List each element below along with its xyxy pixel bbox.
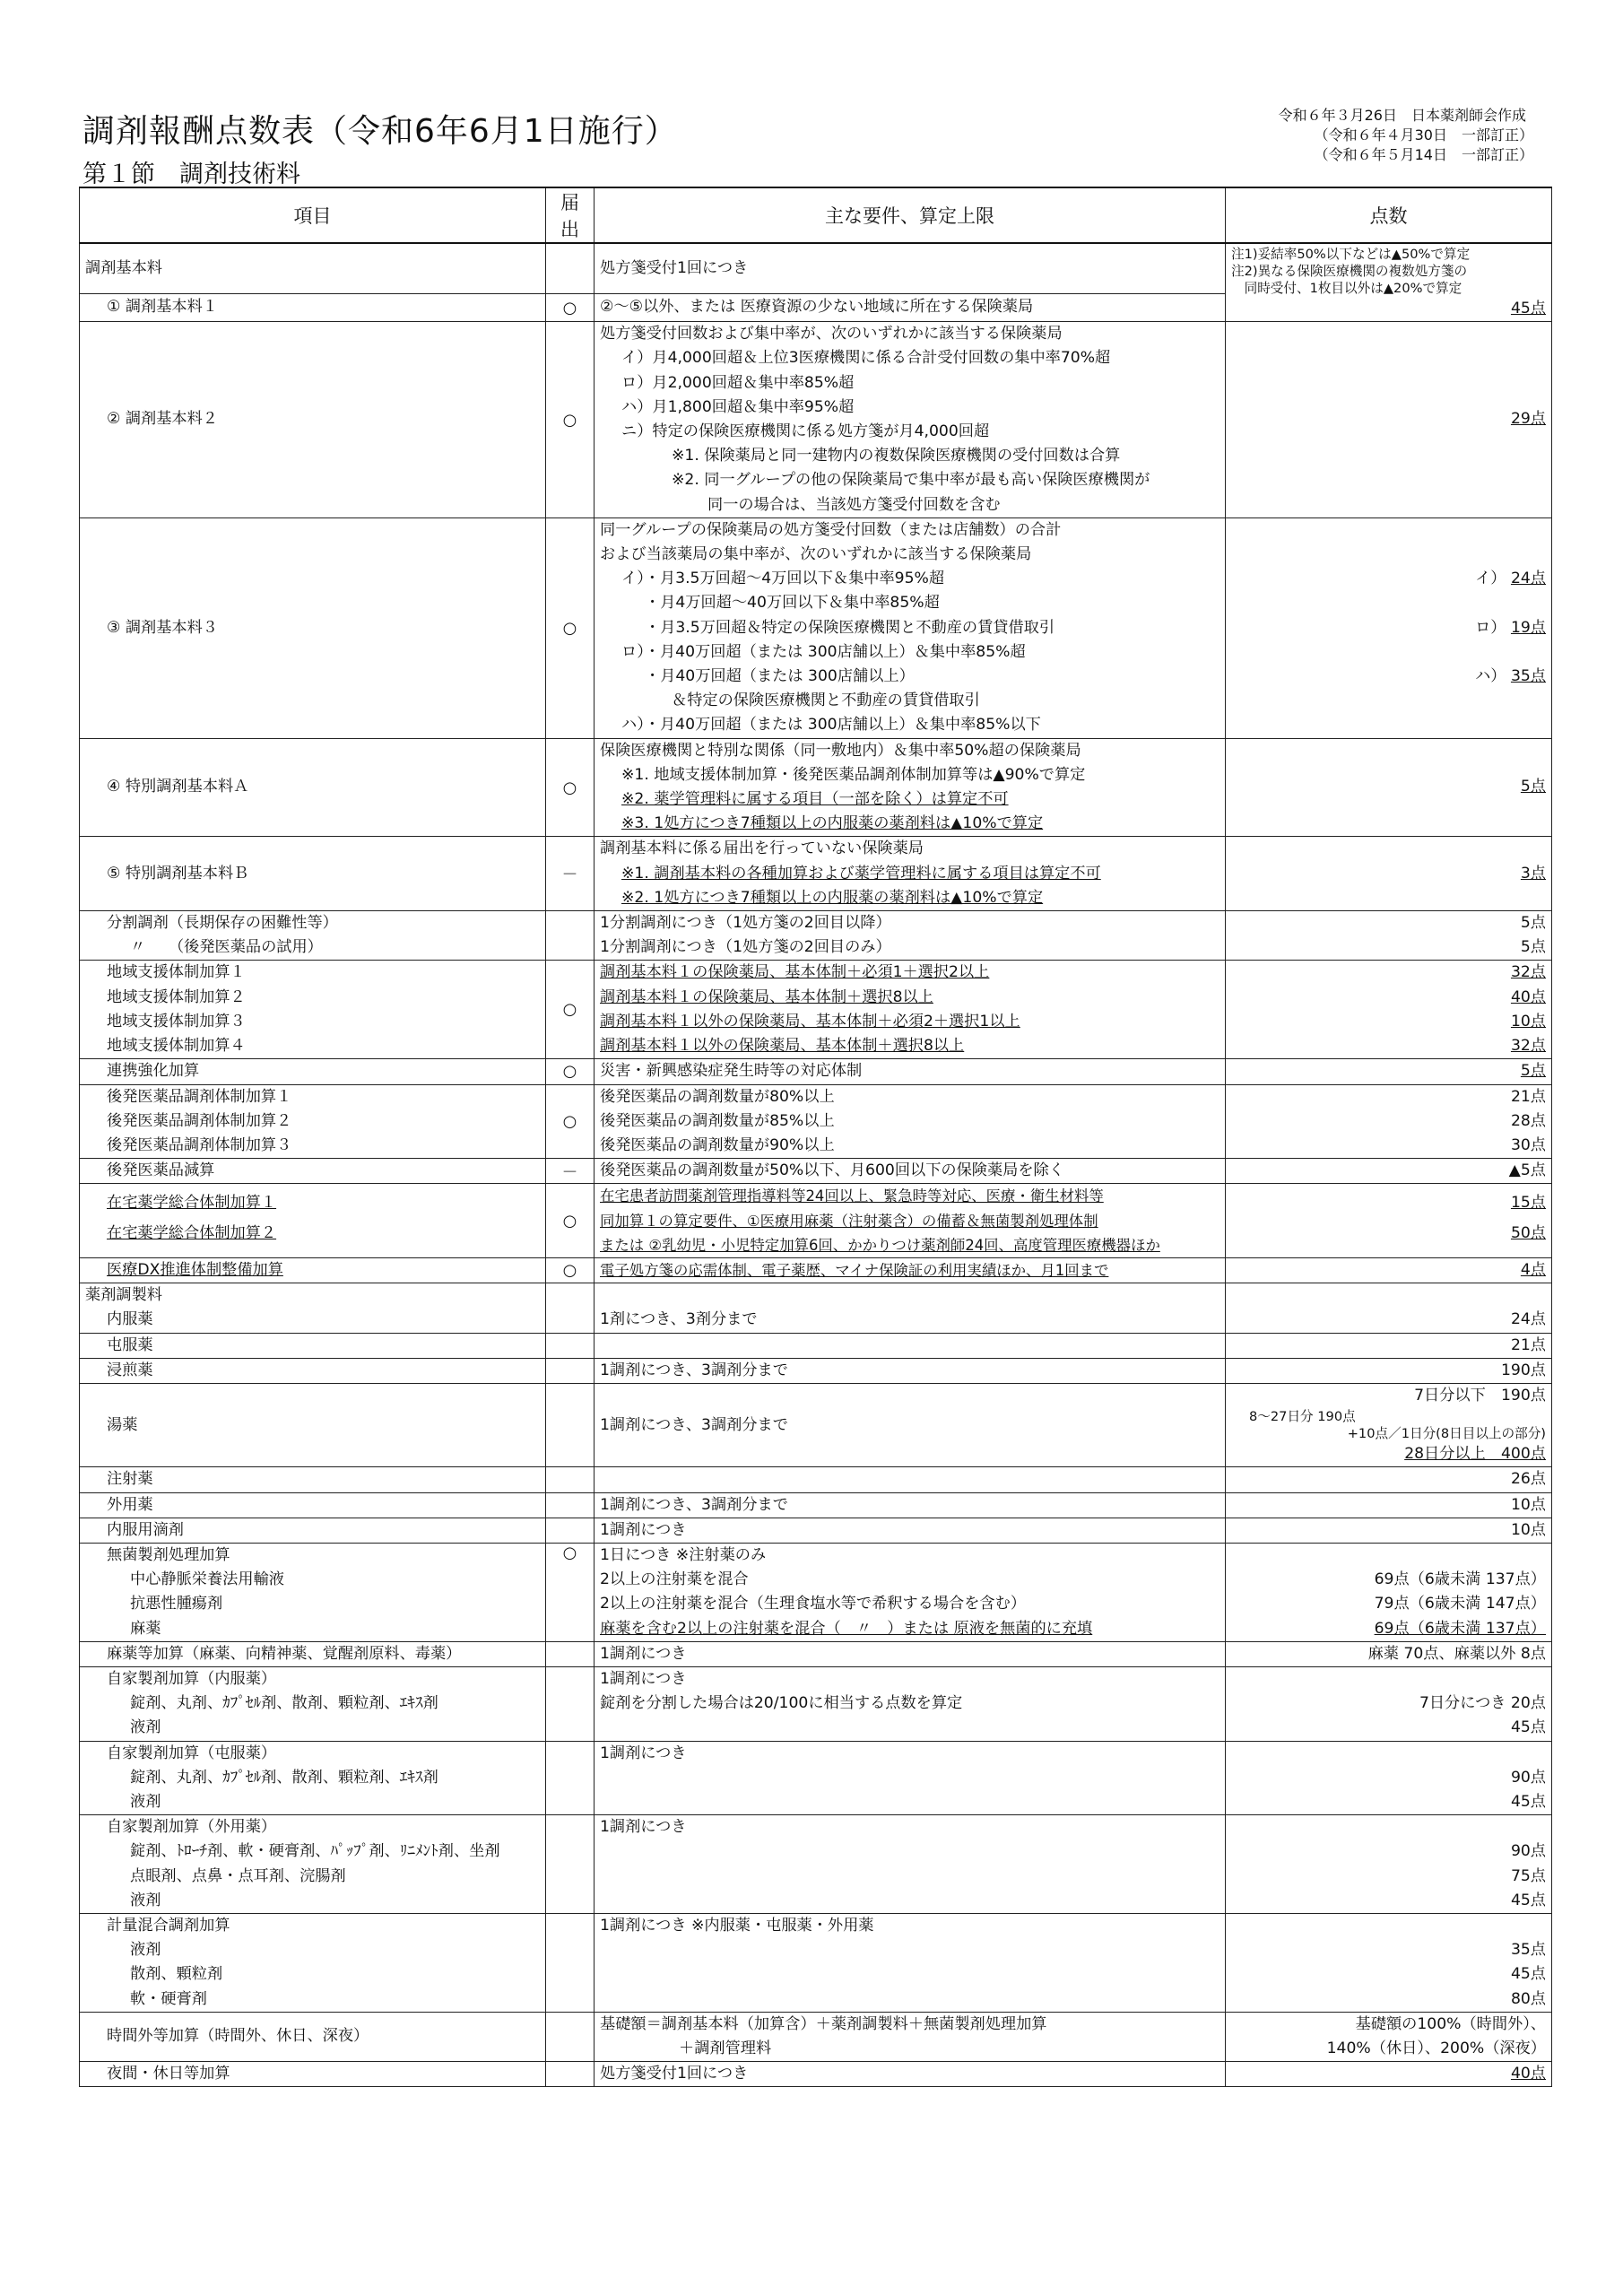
meta-revised-2: （令和６年５月14日 一部訂正）: [1314, 146, 1533, 163]
item-cell: ① 調剤基本料１: [80, 293, 546, 321]
col-header-points: 点数: [1226, 187, 1552, 243]
mark-cell: [546, 1283, 595, 1333]
points-cell: 24点: [1226, 1283, 1552, 1333]
table-row: [80, 243, 1552, 293]
mark-cell: ○: [546, 1184, 595, 1258]
points-cell: 21点 28点 30点: [1226, 1084, 1552, 1159]
mark-cell: ○: [546, 1257, 595, 1283]
points-cell: 麻薬 70点、麻薬以外 8点: [1226, 1641, 1552, 1666]
mark-cell: ○: [546, 738, 595, 837]
points-cell: 5点 5点: [1226, 911, 1552, 961]
table-row: [80, 1358, 1552, 1383]
item-cell: 注射薬: [80, 1467, 546, 1492]
points-cell: イ） 24点 ロ） 19点 ハ） 35点: [1226, 517, 1552, 738]
mark-cell: [546, 1492, 595, 1518]
col-header-notification: 届出: [546, 187, 595, 243]
table-row: [80, 1333, 1552, 1358]
req-cell: 1調剤につき: [595, 1641, 1226, 1666]
req-cell: 1日につき ※注射薬のみ 2以上の注射薬を混合 2以上の注射薬を混合（生理食塩水等で希釈する場合を含む） 麻薬を含む2以上の注射薬を混合（ 〃 ）または 原液を無菌的に充填: [595, 1543, 1226, 1641]
col-header-item: 項目: [80, 187, 546, 243]
item-cell: 分割調剤（長期保存の困難性等） 〃 （後発医薬品の試用）: [80, 911, 546, 961]
req-cell: 1剤につき、3剤分まで: [595, 1283, 1226, 1333]
mark-cell: ○: [546, 961, 595, 1059]
item-cell: 内服用滴剤: [80, 1518, 546, 1543]
req-cell: 1調剤につき 錠剤を分割した場合は20/100に相当する点数を算定: [595, 1666, 1226, 1741]
mark-cell: [546, 1333, 595, 1358]
item-cell: 夜間・休日等加算: [80, 2062, 546, 2087]
table-row: [80, 1815, 1552, 1914]
table-row: [80, 1084, 1552, 1159]
table-row: [80, 1543, 1552, 1641]
req-cell: 1調剤につき、3調剤分まで: [595, 1358, 1226, 1383]
req-cell: 調剤基本料１の保険薬局、基本体制＋必須1＋選択2以上 調剤基本料１の保険薬局、基本体制＋選択8以上 調剤基本料１以外の保険薬局、基本体制＋必須2＋選択1以上 調剤基本料１以外の保険薬局、基本体制＋選択8以上: [595, 961, 1226, 1059]
item-cell: 在宅薬学総合体制加算１ 在宅薬学総合体制加算２: [80, 1184, 546, 1258]
req-cell: 1調剤につき: [595, 1518, 1226, 1543]
item-cell: 連携強化加算: [80, 1059, 546, 1084]
table-row: [80, 322, 1552, 518]
points-cell: 26点: [1226, 1467, 1552, 1492]
item-cell: 自家製剤加算（外用薬） 錠剤、ﾄﾛｰﾁ剤、軟・硬膏剤、ﾊﾟｯﾌﾟ剤、ﾘﾆﾒﾝﾄ剤、坐剤 点眼剤、点鼻・点耳剤、浣腸剤 液剤: [80, 1815, 546, 1914]
req-cell: ②～⑤以外、または 医療資源の少ない地域に所在する保険薬局: [595, 293, 1226, 321]
fee-table: [79, 187, 1552, 2087]
mark-cell: ○: [546, 322, 595, 518]
item-cell: 後発医薬品減算: [80, 1159, 546, 1184]
table-row: [80, 1741, 1552, 1815]
mark-cell: ○: [546, 293, 595, 321]
table-row: [80, 517, 1552, 738]
table-row: [80, 837, 1552, 911]
points-cell: 29点: [1226, 322, 1552, 518]
points-cell: 35点 45点 80点: [1226, 1914, 1552, 2013]
item-cell: 計量混合調剤加算 液剤 散剤、顆粒剤 軟・硬膏剤: [80, 1914, 546, 2013]
item-cell: 自家製剤加算（内服薬） 錠剤、丸剤、ｶﾌﾟｾﾙ剤、散剤、顆粒剤、ｴｷｽ剤 液剤: [80, 1666, 546, 1741]
req-cell: 処方箋受付1回につき: [595, 2062, 1226, 2087]
req-cell: 処方箋受付回数および集中率が、次のいずれかに該当する保険薬局 イ）月4,000回超＆上位3医療機関に係る合計受付回数の集中率70%超 ロ）月2,000回超＆集中率85%超 ハ）月1,800回超＆集中率95%超 ニ）特定の保険医療機関に係る処方箋が月4,000回超 ※1. 保険薬局と同一建物内の複数保険医療機関の受付回数は合算 ※2. 同一グループの他の保険薬局で集中率が最も高い保険医療機関が 同一の場合は、当該処方箋受付回数を含む: [595, 322, 1226, 518]
mark-cell: [546, 1666, 595, 1741]
item-cell: 医療DX推進体制整備加算: [80, 1257, 546, 1283]
mark-cell: ○: [546, 1084, 595, 1159]
table-row: [80, 1641, 1552, 1666]
table-row: [80, 738, 1552, 837]
item-cell: ④ 特別調剤基本料Ａ: [80, 738, 546, 837]
points-cell: 注1)妥結率50%以下などは▲50%で算定 注2)異なる保険医療機関の複数処方箋の 同時受付、1枚目以外は▲20%で算定 45点: [1226, 243, 1552, 322]
mark-cell: ○: [546, 1543, 595, 1641]
points-cell: 基礎額の100%（時間外）、 140%（休日）、200%（深夜）: [1226, 2012, 1552, 2061]
req-cell: 1調剤につき: [595, 1815, 1226, 1914]
req-cell: 後発医薬品の調剤数量が80%以上 後発医薬品の調剤数量が85%以上 後発医薬品の調剤数量が90%以上: [595, 1084, 1226, 1159]
points-cell: 21点: [1226, 1333, 1552, 1358]
table-row: [80, 1159, 1552, 1184]
item-cell: 湯薬: [80, 1383, 546, 1466]
req-cell: 1調剤につき: [595, 1741, 1226, 1815]
req-cell: 1調剤につき、3調剤分まで: [595, 1383, 1226, 1466]
mark-cell: ○: [546, 517, 595, 738]
mark-cell: [546, 1641, 595, 1666]
table-row: [80, 1492, 1552, 1518]
item-cell: 無菌製剤処理加算 中心静脈栄養法用輸液 抗悪性腫瘍剤 麻薬: [80, 1543, 546, 1641]
mark-cell: [546, 1383, 595, 1466]
item-cell: 薬剤調製料 内服薬: [80, 1283, 546, 1333]
points-cell: 10点: [1226, 1518, 1552, 1543]
table-row: [80, 1518, 1552, 1543]
points-cell: 90点 75点 45点: [1226, 1815, 1552, 1914]
table-header-row: [80, 187, 1552, 243]
req-cell: 保険医療機関と特別な関係（同一敷地内）＆集中率50%超の保険薬局 ※1. 地域支援体制加算・後発医薬品調剤体制加算等は▲90%で算定 ※2. 薬学管理料に属する項目（一部を除く）は算定不可 ※3. 1処方につき7種類以上の内服薬の薬剤料は▲10%で算定: [595, 738, 1226, 837]
item-cell: 自家製剤加算（屯服薬） 錠剤、丸剤、ｶﾌﾟｾﾙ剤、散剤、顆粒剤、ｴｷｽ剤 液剤: [80, 1741, 546, 1815]
points-cell: 3点: [1226, 837, 1552, 911]
item-cell: 地域支援体制加算１ 地域支援体制加算２ 地域支援体制加算３ 地域支援体制加算４: [80, 961, 546, 1059]
table-row: [80, 1383, 1552, 1466]
req-cell: 処方箋受付1回につき: [595, 243, 1226, 293]
item-cell: 調剤基本料: [80, 243, 546, 293]
table-row: [80, 961, 1552, 1059]
mark-cell: [546, 2012, 595, 2061]
points-cell: ▲5点: [1226, 1159, 1552, 1184]
points-cell: 40点: [1226, 2062, 1552, 2087]
table-row: [80, 2012, 1552, 2061]
mark-cell: [546, 1741, 595, 1815]
mark-cell: ○: [546, 1059, 595, 1084]
points-cell: 7日分につき 20点 45点: [1226, 1666, 1552, 1741]
req-cell: [595, 1467, 1226, 1492]
mark-cell: [546, 2062, 595, 2087]
mark-cell: [546, 1914, 595, 2013]
mark-cell: [546, 1358, 595, 1383]
item-cell: 外用薬: [80, 1492, 546, 1518]
mark-cell: [546, 243, 595, 293]
mark-cell: －: [546, 1159, 595, 1184]
mark-cell: [546, 911, 595, 961]
req-cell: [595, 1333, 1226, 1358]
table-row: [80, 1467, 1552, 1492]
points-cell: 90点 45点: [1226, 1741, 1552, 1815]
req-cell: 在宅患者訪問薬剤管理指導料等24回以上、緊急時等対応、医療・衛生材料等 同加算１の算定要件、①医療用麻薬（注射薬含）の備蓄＆無菌製剤処理体制 または ②乳幼児・小児特定加算6回、かかりつけ薬剤師24回、高度管理医療機器ほか: [595, 1184, 1226, 1258]
points-cell: 5点: [1226, 1059, 1552, 1084]
table-row: [80, 1283, 1552, 1333]
points-cell: 15点 50点: [1226, 1184, 1552, 1258]
mark-cell: －: [546, 837, 595, 911]
req-cell: 同一グループの保険薬局の処方箋受付回数（または店舗数）の合計 および当該薬局の集中率が、次のいずれかに該当する保険薬局 イ）・月3.5万回超～4万回以下＆集中率95%超 ・月4万回超～40万回以下＆集中率85%超 ・月3.5万回超＆特定の保険医療機関と不動産の賃貸借取引 ロ）・月40万回超（または 300店舗以上）＆集中率85%超 ・月40万回超（または 300店舗以上） ＆特定の保険医療機関と不動産の賃貸借取引 ハ）・月40万回超（または 300店舗以上）＆集中率85%以下: [595, 517, 1226, 738]
points-cell: 4点: [1226, 1257, 1552, 1283]
item-cell: 時間外等加算（時間外、休日、深夜）: [80, 2012, 546, 2061]
item-cell: ⑤ 特別調剤基本料Ｂ: [80, 837, 546, 911]
req-cell: 1調剤につき、3調剤分まで: [595, 1492, 1226, 1518]
table-row: [80, 911, 1552, 961]
item-cell: 屯服薬: [80, 1333, 546, 1358]
section-title: 第１節 調剤技術料: [82, 161, 300, 188]
mark-cell: [546, 1518, 595, 1543]
req-cell: 基礎額＝調剤基本料（加算含）＋薬剤調製料＋無菌製剤処理加算 ＋調剤管理料: [595, 2012, 1226, 2061]
points-cell: 69点（6歳未満 137点） 79点（6歳未満 147点） 69点（6歳未満 137点）: [1226, 1543, 1552, 1641]
col-header-requirements: 主な要件、算定上限: [595, 187, 1226, 243]
req-cell: 災害・新興感染症発生時等の対応体制: [595, 1059, 1226, 1084]
points-cell: 7日分以下 190点 8～27日分 190点 +10点／1日分(8日目以上の部分) 28日分以上 400点: [1226, 1383, 1552, 1466]
item-cell: 浸煎薬: [80, 1358, 546, 1383]
points-cell: 32点 40点 10点 32点: [1226, 961, 1552, 1059]
mark-cell: [546, 1815, 595, 1914]
item-cell: ③ 調剤基本料３: [80, 517, 546, 738]
mark-cell: [546, 1467, 595, 1492]
table-row: [80, 1257, 1552, 1283]
item-cell: 麻薬等加算（麻薬、向精神薬、覚醒剤原料、毒薬）: [80, 1641, 546, 1666]
table-row: [80, 2062, 1552, 2087]
table-row: [80, 1666, 1552, 1741]
points-cell: 10点: [1226, 1492, 1552, 1518]
document-meta: [1279, 106, 1533, 165]
points-cell: 190点: [1226, 1358, 1552, 1383]
meta-created: 令和６年３月26日 日本薬剤師会作成: [1278, 107, 1526, 124]
meta-revised-1: （令和６年４月30日 一部訂正）: [1314, 126, 1533, 144]
req-cell: 1調剤につき ※内服薬・屯服薬・外用薬: [595, 1914, 1226, 2013]
table-row: [80, 1184, 1552, 1258]
item-cell: 後発医薬品調剤体制加算１ 後発医薬品調剤体制加算２ 後発医薬品調剤体制加算３: [80, 1084, 546, 1159]
req-cell: 調剤基本料に係る届出を行っていない保険薬局 ※1. 調剤基本料の各種加算および薬学管理料に属する項目は算定不可 ※2. 1処方につき7種類以上の内服薬の薬剤料は▲10%で算定: [595, 837, 1226, 911]
points-cell: 5点: [1226, 738, 1552, 837]
req-cell: 後発医薬品の調剤数量が50%以下、月600回以下の保険薬局を除く: [595, 1159, 1226, 1184]
table-row: [80, 1059, 1552, 1084]
item-cell: ② 調剤基本料２: [80, 322, 546, 518]
table-row: [80, 1914, 1552, 2013]
req-cell: 1分割調剤につき（1処方箋の2回目以降） 1分割調剤につき（1処方箋の2回目のみ）: [595, 911, 1226, 961]
req-cell: 電子処方箋の応需体制、電子薬歴、マイナ保険証の利用実績ほか、月1回まで: [595, 1257, 1226, 1283]
page-title: 調剤報酬点数表（令和6年6月1日施行）: [82, 113, 678, 150]
